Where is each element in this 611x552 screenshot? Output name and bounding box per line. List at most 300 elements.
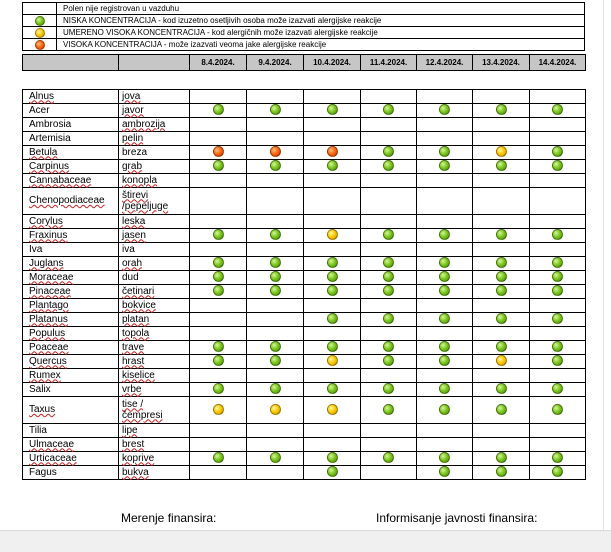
concentration-cell (304, 438, 361, 452)
latin-name-text: Cannabaceae (29, 174, 92, 186)
green-dot-icon (552, 452, 563, 463)
concentration-cell (247, 299, 304, 313)
local-name-text: grab (122, 160, 143, 172)
concentration-cell (190, 424, 247, 438)
concentration-cell (190, 299, 247, 313)
green-dot-icon (552, 355, 563, 366)
concentration-cell (417, 271, 473, 285)
concentration-cell (530, 118, 586, 132)
concentration-cell (417, 118, 473, 132)
local-name (119, 188, 190, 215)
concentration-cell (190, 188, 247, 215)
date-header-row (23, 55, 586, 71)
green-dot-icon (439, 313, 450, 324)
green-dot-icon (213, 160, 224, 171)
latin-name-text: Urticaceae (29, 452, 77, 464)
legend-row (23, 39, 585, 51)
pollen-row (23, 341, 586, 355)
legend-row (23, 27, 585, 39)
pollen-table (22, 54, 586, 480)
green-dot-icon (552, 160, 563, 171)
latin-name (23, 118, 119, 132)
date-header: 13.4.2024. (473, 55, 530, 71)
pollen-row (23, 104, 586, 118)
concentration-cell (190, 243, 247, 257)
latin-name (23, 466, 119, 480)
concentration-cell (417, 355, 473, 369)
pollen-row (23, 215, 586, 229)
green-dot-icon (439, 383, 450, 394)
local-name-text: platan (122, 313, 150, 325)
green-dot-icon (327, 285, 338, 296)
concentration-cell (361, 355, 417, 369)
concentration-cell (417, 257, 473, 271)
green-dot-icon (213, 285, 224, 296)
concentration-cell (190, 285, 247, 299)
local-name (119, 452, 190, 466)
concentration-cell (247, 327, 304, 341)
concentration-cell (473, 271, 530, 285)
concentration-cell (361, 313, 417, 327)
concentration-cell (304, 104, 361, 118)
local-name-text: iva (122, 243, 135, 255)
green-dot-icon (327, 104, 338, 115)
green-dot-icon (383, 271, 394, 282)
header-blank-latin (23, 55, 119, 71)
concentration-cell (473, 452, 530, 466)
latin-name-text: Salix (29, 383, 51, 395)
latin-name (23, 397, 119, 424)
green-dot-icon (327, 452, 338, 463)
concentration-cell (473, 90, 530, 104)
green-dot-icon (213, 257, 224, 268)
concentration-cell (247, 271, 304, 285)
latin-name-text: Poaceae (29, 341, 69, 353)
local-name (119, 424, 190, 438)
latin-name-text: Tilia (29, 424, 47, 436)
latin-name-text: Ulmaceae (29, 438, 75, 450)
concentration-cell (247, 424, 304, 438)
local-name-text: ambrozija (122, 118, 166, 130)
green-dot-icon (270, 452, 281, 463)
red-dot-icon (270, 146, 281, 157)
local-name (119, 132, 190, 146)
concentration-cell (473, 355, 530, 369)
latin-name (23, 243, 119, 257)
latin-name-text: Plantago (29, 299, 69, 311)
green-dot-icon (213, 104, 224, 115)
concentration-cell (247, 383, 304, 397)
date-header: 9.4.2024. (247, 55, 304, 71)
concentration-cell (473, 243, 530, 257)
concentration-cell (247, 104, 304, 118)
green-dot-icon (496, 229, 507, 240)
concentration-cell (530, 229, 586, 243)
green-dot-icon (270, 355, 281, 366)
concentration-cell (247, 341, 304, 355)
page-edge (603, 0, 604, 530)
green-dot-icon (213, 355, 224, 366)
concentration-cell (190, 383, 247, 397)
concentration-cell (361, 424, 417, 438)
concentration-cell (417, 397, 473, 424)
latin-name-text: Taxus (29, 404, 56, 415)
local-name (119, 466, 190, 480)
green-dot-icon (496, 285, 507, 296)
concentration-cell (473, 383, 530, 397)
concentration-cell (190, 229, 247, 243)
latin-name-text: Betula (29, 146, 58, 158)
local-name (119, 215, 190, 229)
concentration-cell (530, 466, 586, 480)
concentration-cell (304, 452, 361, 466)
concentration-cell (417, 132, 473, 146)
local-name-text: bokvice (122, 299, 156, 311)
latin-name (23, 174, 119, 188)
green-dot-icon (552, 271, 563, 282)
pollen-row (23, 229, 586, 243)
latin-name (23, 285, 119, 299)
green-dot-icon (383, 404, 394, 415)
green-dot-icon (383, 285, 394, 296)
latin-name (23, 271, 119, 285)
latin-name-text: Rumex (29, 369, 61, 381)
green-dot-icon (439, 285, 450, 296)
red-dot-icon (213, 146, 224, 157)
concentration-cell (190, 341, 247, 355)
latin-name-text: Fraxinus (29, 229, 68, 241)
latin-name-text: Moraceae (29, 271, 74, 283)
concentration-cell (473, 257, 530, 271)
local-name (119, 257, 190, 271)
local-name-text: hrast (122, 355, 145, 367)
local-name (119, 160, 190, 174)
green-dot-icon (383, 160, 394, 171)
pollen-row (23, 160, 586, 174)
legend-swatch-cell (23, 39, 57, 51)
local-name-text: orah (122, 257, 143, 269)
green-dot-icon (552, 383, 563, 394)
latin-name (23, 355, 119, 369)
legend-text: UMERENO VISOKA KONCENTRACIJA - kod alergičnih može izazvati alergijske reakcije (57, 27, 585, 39)
concentration-cell (361, 229, 417, 243)
green-dot-icon (327, 383, 338, 394)
legend-row (23, 15, 585, 27)
concentration-cell (417, 146, 473, 160)
legend-swatch-cell (23, 27, 57, 39)
pollen-row (23, 397, 586, 424)
yellow-dot-icon (35, 28, 45, 38)
pollen-row (23, 452, 586, 466)
green-dot-icon (383, 383, 394, 394)
concentration-cell (190, 452, 247, 466)
concentration-cell (247, 90, 304, 104)
concentration-cell (417, 243, 473, 257)
green-dot-icon (496, 383, 507, 394)
concentration-cell (530, 146, 586, 160)
concentration-cell (530, 424, 586, 438)
green-dot-icon (213, 341, 224, 352)
concentration-cell (361, 118, 417, 132)
concentration-cell (361, 452, 417, 466)
concentration-cell (304, 355, 361, 369)
concentration-cell (247, 215, 304, 229)
green-dot-icon (439, 160, 450, 171)
concentration-cell (304, 215, 361, 229)
local-name (119, 313, 190, 327)
pollen-row (23, 355, 586, 369)
concentration-cell (530, 160, 586, 174)
green-dot-icon (496, 341, 507, 352)
local-name-text: tise / čempresi (122, 398, 163, 421)
red-dot-icon (327, 146, 338, 157)
local-name-text: leska (122, 215, 146, 227)
green-dot-icon (383, 229, 394, 240)
concentration-cell (361, 104, 417, 118)
local-name (119, 355, 190, 369)
concentration-cell (361, 369, 417, 383)
concentration-cell (247, 355, 304, 369)
concentration-cell (247, 397, 304, 424)
local-name (119, 118, 190, 132)
green-dot-icon (496, 404, 507, 415)
green-dot-icon (552, 257, 563, 268)
concentration-cell (530, 438, 586, 452)
concentration-cell (361, 174, 417, 188)
concentration-cell (361, 327, 417, 341)
green-dot-icon (439, 146, 450, 157)
green-dot-icon (439, 355, 450, 366)
concentration-cell (417, 452, 473, 466)
legend-text: VISOKA KONCENTRACIJA - može izazvati veoma jake alergijske reakcije (57, 39, 585, 51)
concentration-cell (190, 466, 247, 480)
concentration-cell (473, 438, 530, 452)
concentration-cell (530, 271, 586, 285)
concentration-cell (304, 188, 361, 215)
concentration-cell (361, 257, 417, 271)
concentration-cell (530, 313, 586, 327)
latin-name (23, 369, 119, 383)
green-dot-icon (496, 257, 507, 268)
concentration-cell (361, 271, 417, 285)
concentration-cell (247, 466, 304, 480)
green-dot-icon (270, 257, 281, 268)
concentration-cell (530, 132, 586, 146)
date-header: 8.4.2024. (190, 55, 247, 71)
green-dot-icon (270, 383, 281, 394)
green-dot-icon (383, 452, 394, 463)
local-name (119, 174, 190, 188)
date-header: 11.4.2024. (361, 55, 417, 71)
legend-text: Polen nije registrovan u vazduhu (57, 3, 585, 15)
green-dot-icon (552, 313, 563, 324)
yellow-dot-icon (496, 355, 507, 366)
date-header: 10.4.2024. (304, 55, 361, 71)
concentration-cell (190, 90, 247, 104)
concentration-cell (304, 146, 361, 160)
concentration-cell (304, 424, 361, 438)
green-dot-icon (439, 104, 450, 115)
green-dot-icon (327, 466, 338, 477)
concentration-cell (190, 118, 247, 132)
pollen-row (23, 285, 586, 299)
concentration-cell (190, 104, 247, 118)
local-name (119, 369, 190, 383)
concentration-cell (473, 174, 530, 188)
concentration-cell (530, 452, 586, 466)
yellow-dot-icon (213, 404, 224, 415)
concentration-cell (361, 188, 417, 215)
pollen-row (23, 299, 586, 313)
green-dot-icon (327, 341, 338, 352)
concentration-cell (361, 397, 417, 424)
concentration-cell (190, 313, 247, 327)
concentration-cell (473, 285, 530, 299)
green-dot-icon (439, 229, 450, 240)
local-name (119, 90, 190, 104)
latin-name (23, 188, 119, 215)
concentration-cell (530, 257, 586, 271)
green-dot-icon (213, 271, 224, 282)
header-gap-row (23, 71, 586, 90)
concentration-cell (417, 299, 473, 313)
concentration-cell (417, 229, 473, 243)
concentration-cell (417, 424, 473, 438)
concentration-cell (190, 132, 247, 146)
green-dot-icon (270, 160, 281, 171)
local-name (119, 104, 190, 118)
concentration-cell (247, 118, 304, 132)
pollen-row (23, 383, 586, 397)
concentration-cell (417, 104, 473, 118)
concentration-cell (247, 313, 304, 327)
green-dot-icon (439, 452, 450, 463)
local-name-text: breza (122, 146, 148, 158)
latin-name-text: Iva (29, 243, 43, 255)
green-dot-icon (496, 271, 507, 282)
green-dot-icon (213, 229, 224, 240)
green-dot-icon (552, 341, 563, 352)
legend-swatch-cell (23, 15, 57, 27)
local-name-text: konopla (122, 174, 158, 186)
green-dot-icon (496, 160, 507, 171)
green-dot-icon (270, 229, 281, 240)
local-name-text: lipe (122, 424, 138, 436)
concentration-cell (247, 229, 304, 243)
concentration-cell (417, 215, 473, 229)
latin-name-text: Juglans (29, 257, 64, 269)
concentration-cell (247, 132, 304, 146)
concentration-cell (361, 90, 417, 104)
concentration-cell (247, 369, 304, 383)
local-name-text: vrbe (122, 383, 142, 395)
latin-name (23, 327, 119, 341)
concentration-cell (247, 438, 304, 452)
legend-text: NISKA KONCENTRACIJA - kod izuzetno osetljivih osoba može izazvati alergijske reakcije (57, 15, 585, 27)
yellow-dot-icon (327, 404, 338, 415)
green-dot-icon (213, 383, 224, 394)
concentration-cell (304, 271, 361, 285)
concentration-cell (473, 146, 530, 160)
concentration-cell (304, 341, 361, 355)
latin-name (23, 215, 119, 229)
pollen-row (23, 90, 586, 104)
concentration-cell (473, 215, 530, 229)
concentration-cell (304, 243, 361, 257)
local-name-text: brest (122, 438, 145, 450)
concentration-cell (473, 313, 530, 327)
footer-information-funding: Informisanje javnosti finansira: (376, 511, 538, 525)
green-dot-icon (383, 257, 394, 268)
concentration-cell (530, 188, 586, 215)
latin-name-text: Alnus (29, 90, 55, 102)
latin-name-text: Fagus (29, 466, 57, 478)
concentration-cell (361, 438, 417, 452)
concentration-cell (417, 160, 473, 174)
concentration-cell (530, 285, 586, 299)
latin-name (23, 438, 119, 452)
concentration-cell (247, 243, 304, 257)
legend-row (23, 3, 585, 15)
local-name-text: bukva (122, 466, 149, 478)
concentration-cell (304, 118, 361, 132)
red-dot-icon (35, 40, 45, 50)
concentration-cell (247, 188, 304, 215)
legend-swatch-cell (23, 3, 57, 15)
green-dot-icon (383, 146, 394, 157)
latin-name (23, 160, 119, 174)
concentration-cell (247, 257, 304, 271)
local-name-text: trave (122, 341, 145, 353)
pollen-row (23, 313, 586, 327)
pollen-row (23, 327, 586, 341)
local-name-text: četinari (122, 285, 155, 297)
concentration-cell (361, 299, 417, 313)
green-dot-icon (552, 285, 563, 296)
concentration-cell (190, 174, 247, 188)
latin-name (23, 132, 119, 146)
concentration-cell (361, 215, 417, 229)
concentration-cell (530, 327, 586, 341)
local-name (119, 397, 190, 424)
concentration-cell (190, 160, 247, 174)
concentration-cell (473, 424, 530, 438)
concentration-cell (417, 383, 473, 397)
concentration-cell (304, 299, 361, 313)
concentration-cell (530, 299, 586, 313)
green-dot-icon (383, 104, 394, 115)
pollen-row (23, 369, 586, 383)
concentration-cell (304, 285, 361, 299)
concentration-cell (304, 466, 361, 480)
date-header: 12.4.2024. (417, 55, 473, 71)
status-bar (0, 530, 611, 552)
concentration-cell (190, 355, 247, 369)
concentration-cell (530, 383, 586, 397)
green-dot-icon (35, 16, 45, 26)
concentration-cell (473, 229, 530, 243)
concentration-cell (417, 90, 473, 104)
concentration-cell (473, 341, 530, 355)
concentration-cell (530, 369, 586, 383)
concentration-cell (304, 229, 361, 243)
green-dot-icon (213, 452, 224, 463)
latin-name (23, 90, 119, 104)
pollen-row (23, 118, 586, 132)
green-dot-icon (552, 404, 563, 415)
latin-name-text: Populus (29, 327, 66, 339)
green-dot-icon (552, 466, 563, 477)
